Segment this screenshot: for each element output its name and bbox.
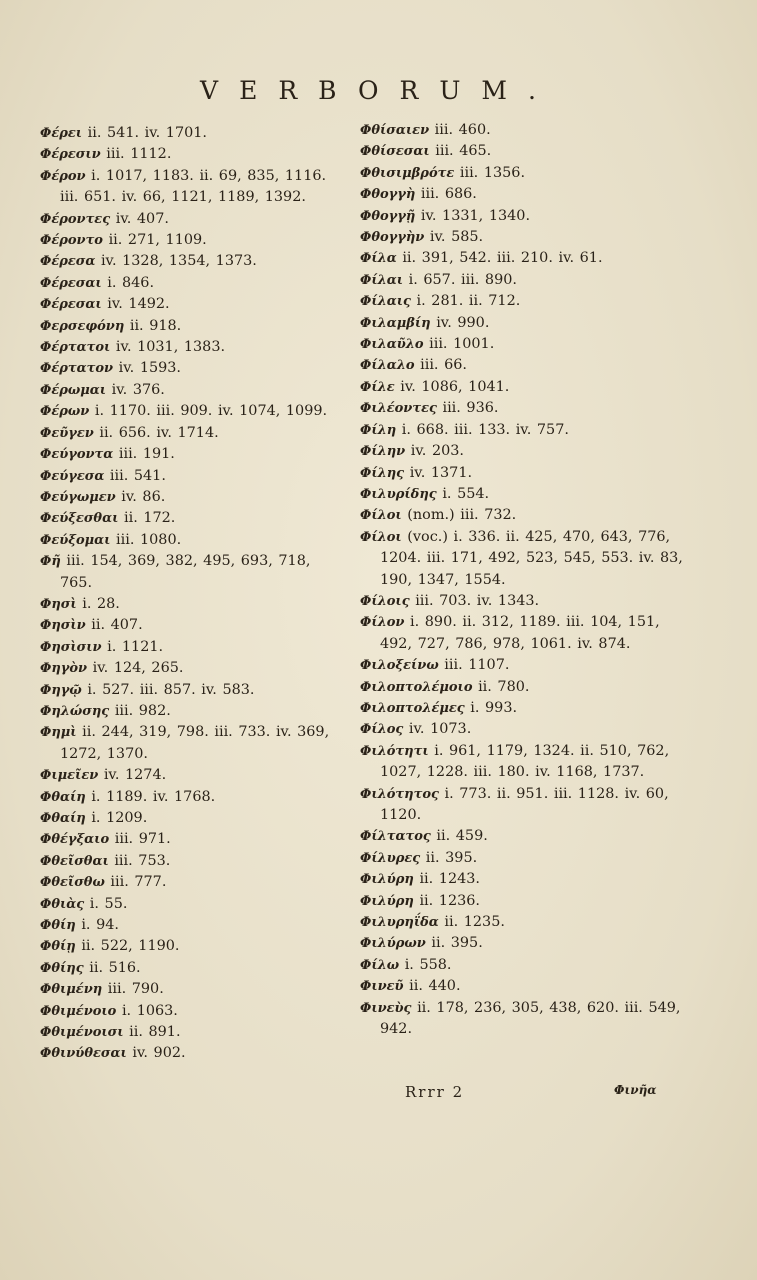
- index-column-left: [40, 123, 340, 1065]
- entry-headword: Φιλύρη: [360, 872, 414, 888]
- entry-headword: Φέρον: [40, 168, 86, 184]
- entry-references: i. 554.: [442, 485, 490, 502]
- signature-mark: Rrrr 2: [405, 1083, 465, 1101]
- entry-headword: Φιλέοντες: [360, 401, 437, 417]
- index-entry: [360, 441, 690, 462]
- entry-headword: Φίλυρες: [360, 850, 421, 866]
- index-entry: [40, 872, 340, 893]
- entry-headword: Φθαίη: [40, 789, 86, 805]
- entry-headword: Φεῦγεν: [40, 425, 94, 441]
- entry-references: i. 55.: [89, 895, 128, 912]
- entry-references: i. 846.: [107, 274, 155, 291]
- index-entry: [40, 808, 340, 829]
- index-entry: [40, 765, 340, 786]
- entry-references: ii. 780.: [478, 678, 530, 695]
- index-entry: [360, 976, 690, 997]
- index-entry: [360, 141, 690, 162]
- index-entry: [360, 933, 690, 954]
- index-entry: [360, 612, 690, 655]
- entry-headword: Φινεῦ: [360, 979, 404, 995]
- entry-references: ii. 395.: [425, 849, 478, 866]
- entry-references: iii. 541.: [109, 467, 166, 484]
- index-entry: [40, 466, 340, 487]
- index-entry: [40, 680, 340, 701]
- entry-references: ii. 1235.: [444, 914, 505, 931]
- entry-references: i. 1121.: [107, 638, 164, 655]
- index-entry: [40, 658, 340, 679]
- index-entry: [360, 891, 690, 912]
- entry-headword: Φησὶσιν: [40, 639, 102, 655]
- index-entry: [360, 227, 690, 248]
- entry-headword: Φῆ: [40, 554, 61, 570]
- index-entry: [360, 120, 690, 141]
- entry-headword: Φίλην: [360, 444, 406, 460]
- entry-references: i. 668. iii. 133. iv. 757.: [401, 421, 569, 438]
- entry-headword: Φθίσαιεν: [360, 123, 430, 138]
- index-entry: [360, 270, 690, 291]
- index-entry: [360, 998, 690, 1041]
- index-entry: [360, 398, 690, 419]
- index-entry: [360, 291, 690, 312]
- entry-references: i. 558.: [404, 956, 452, 973]
- entry-headword: Φίλοις: [360, 593, 410, 609]
- entry-headword: Φιλαῦλο: [360, 337, 424, 353]
- index-entry: [40, 230, 340, 251]
- entry-headword: Φεύγοντα: [40, 447, 114, 463]
- index-entry: [360, 848, 690, 869]
- index-entry: [360, 677, 690, 698]
- entry-references: i. 961, 1179, 1324. ii. 510, 762, 1027, 1228. iii. 180. iv. 1168, 1737.: [380, 742, 670, 781]
- entry-headword: Φθεῖσθαι: [40, 853, 109, 869]
- entry-headword: Φερσεφόνη: [40, 318, 125, 334]
- entry-headword: Φθιμένη: [40, 982, 103, 998]
- index-entry: [40, 209, 340, 230]
- entry-headword: Φεύγωμεν: [40, 489, 116, 505]
- entry-references: i. 1209.: [91, 810, 148, 826]
- entry-headword: Φίλος: [360, 722, 404, 738]
- entry-headword: Φέροντες: [40, 211, 111, 227]
- entry-headword: Φιλοπτολέμες: [360, 700, 465, 716]
- index-entry: [40, 166, 340, 209]
- index-entry: [360, 591, 690, 612]
- entry-headword: Φίλω: [360, 957, 400, 973]
- entry-references: i. 1170. iii. 909. iv. 1074, 1099.: [94, 403, 328, 420]
- entry-headword: Φιλυρηΐδα: [360, 915, 439, 931]
- entry-references: iii. 191.: [118, 446, 175, 463]
- index-entry: [360, 505, 690, 526]
- index-entry: [40, 1043, 340, 1064]
- index-entry: [40, 829, 340, 850]
- entry-headword: Φιλυρίδης: [360, 486, 437, 502]
- index-entry: [40, 787, 340, 808]
- entry-headword: Φέροντο: [40, 233, 103, 249]
- entry-headword: Φέρεσαι: [40, 297, 102, 313]
- entry-headword: Φθογγὴ: [360, 187, 416, 203]
- entry-references: iv. 1031, 1383.: [115, 339, 226, 356]
- index-entry: [360, 206, 690, 227]
- index-entry: [360, 655, 690, 676]
- entry-references: i. 94.: [81, 917, 119, 934]
- index-entry: [40, 444, 340, 465]
- entry-references: iv. 990.: [436, 314, 490, 331]
- entry-headword: Φθογγῇ: [360, 208, 416, 224]
- index-entry: [360, 784, 690, 827]
- entry-headword: Φίλα: [360, 251, 397, 267]
- entry-headword: Φθισιμβρότε: [360, 165, 455, 181]
- index-entry: [360, 184, 690, 205]
- index-entry: [360, 741, 690, 784]
- entry-references: iii. 686.: [420, 186, 477, 203]
- entry-references: ii. 656. iv. 1714.: [99, 424, 219, 441]
- entry-headword: Φιμεῖεν: [40, 768, 99, 784]
- index-entry: [40, 615, 340, 636]
- entry-headword: Φέρεσαι: [40, 275, 102, 291]
- index-entry: [40, 530, 340, 551]
- index-entry: [40, 123, 340, 144]
- index-entry: [360, 484, 690, 505]
- entry-references: iii. 1080.: [116, 531, 182, 548]
- index-entry: [40, 979, 340, 1000]
- entry-headword: Φέρει: [40, 126, 83, 141]
- entry-headword: Φίλτατος: [360, 829, 431, 845]
- entry-references: iv. 376.: [111, 381, 165, 398]
- catchword: Φινῆα: [614, 1083, 657, 1097]
- entry-headword: Φθέγξαιο: [40, 832, 110, 848]
- index-entry: [40, 487, 340, 508]
- index-entry: [360, 869, 690, 890]
- entry-references: ii. 1236.: [419, 892, 480, 909]
- entry-headword: Φέρτατον: [40, 361, 114, 377]
- entry-headword: Φίλε: [360, 379, 395, 395]
- index-entry: [360, 355, 690, 376]
- entry-references: iv. 203.: [410, 443, 464, 460]
- entry-references: ii. 178, 236, 305, 438, 620. iii. 549, 942.: [380, 999, 681, 1038]
- entry-references: ii. 395.: [431, 935, 483, 952]
- entry-references: i. 993.: [470, 699, 518, 716]
- entry-references: i. 527. iii. 857. iv. 583.: [87, 681, 255, 698]
- index-column-right: [360, 120, 690, 1040]
- entry-headword: Φιλαμβίη: [360, 315, 431, 331]
- entry-headword: Φίλοι: [360, 529, 402, 545]
- entry-references: iii. 66.: [420, 357, 467, 374]
- entry-references: ii. 541. iv. 1701.: [87, 125, 207, 141]
- entry-headword: Φιλότητος: [360, 786, 439, 802]
- index-entry: [360, 719, 690, 740]
- entry-headword: Φίλαις: [360, 294, 411, 310]
- entry-references: ii. 391, 542. iii. 210. iv. 61.: [402, 250, 603, 267]
- entry-references: iv. 1492.: [107, 296, 170, 313]
- index-entry: [360, 912, 690, 933]
- entry-headword: Φθίης: [40, 960, 84, 976]
- entry-headword: Φίλη: [360, 422, 397, 438]
- entry-headword: Φθίη: [40, 918, 76, 934]
- entry-references: iii. 971.: [114, 831, 171, 848]
- entry-references: iv. 585.: [429, 229, 484, 246]
- index-entry: [40, 1001, 340, 1022]
- index-entry: [40, 958, 340, 979]
- entry-headword: Φηλώσης: [40, 703, 110, 719]
- entry-references: iii. 465.: [435, 143, 492, 160]
- index-entry: [40, 936, 340, 957]
- index-entry: [360, 826, 690, 847]
- entry-references: iii. 1001.: [429, 336, 495, 353]
- entry-headword: Φηγὸν: [40, 661, 88, 677]
- index-entry: [360, 248, 690, 269]
- index-entry: [40, 273, 340, 294]
- index-entry: [40, 701, 340, 722]
- entry-references: i. 1189. iv. 1768.: [91, 788, 216, 805]
- entry-references: i. 1017, 1183. ii. 69, 835, 1116. iii. 651. iv. 66, 1121, 1189, 1392.: [60, 167, 327, 206]
- entry-headword: Φιλύρη: [360, 893, 414, 909]
- index-entry: [360, 420, 690, 441]
- index-entry: [360, 527, 690, 591]
- entry-references: ii. 918.: [129, 317, 182, 334]
- entry-references: iii. 1107.: [444, 657, 510, 674]
- entry-references: iv. 1086, 1041.: [400, 378, 510, 395]
- entry-headword: Φινεὺς: [360, 1000, 412, 1016]
- entry-references: ii. 172.: [123, 510, 176, 527]
- index-entry: [40, 637, 340, 658]
- entry-references: iii. 1356.: [459, 164, 526, 181]
- entry-references: i. 890. ii. 312, 1189. iii. 104, 151, 492, 727, 786, 978, 1061. iv. 874.: [380, 614, 660, 652]
- entry-references: iii. 703. iv. 1343.: [415, 592, 540, 609]
- index-entry: [40, 915, 340, 936]
- entry-headword: Φημὶ: [40, 725, 77, 741]
- entry-headword: Φίλαλο: [360, 358, 415, 374]
- entry-references: iv. 1331, 1340.: [420, 207, 531, 224]
- index-entry: [40, 251, 340, 272]
- entry-headword: Φθεῖσθω: [40, 875, 105, 891]
- entry-headword: Φεύξομαι: [40, 532, 111, 548]
- entry-references: i. 657. iii. 890.: [408, 271, 517, 288]
- entry-headword: Φησὶ: [40, 596, 77, 612]
- entry-references: iv. 86.: [121, 488, 166, 505]
- entry-references: iii. 1112.: [106, 146, 172, 163]
- entry-headword: Φηγῷ: [40, 682, 82, 698]
- entry-references: iii. 154, 369, 382, 495, 693, 718, 765.: [60, 553, 311, 591]
- index-entry: [40, 722, 340, 765]
- entry-headword: Φιλοπτολέμοιο: [360, 679, 473, 695]
- entry-references: iii. 753.: [114, 852, 171, 869]
- index-entry: [40, 551, 340, 594]
- entry-references: iv. 1328, 1354, 1373.: [100, 253, 257, 270]
- entry-references: i. 1063.: [121, 1002, 178, 1019]
- entry-references: iv. 1371.: [409, 464, 473, 481]
- entry-references: (voc.) i. 336. ii. 425, 470, 643, 776, 1204. iii. 171, 492, 523, 545, 553. iv. 83, 190, 1347, 1554.: [380, 528, 683, 588]
- entry-headword: Φεύγεσα: [40, 468, 105, 484]
- entry-headword: Φθιμένοισι: [40, 1025, 124, 1041]
- entry-headword: Φιλοξείνω: [360, 658, 439, 674]
- entry-references: ii. 891.: [129, 1024, 181, 1041]
- index-entry: [360, 955, 690, 976]
- entry-references: ii. 440.: [409, 978, 461, 995]
- index-entry: [40, 337, 340, 358]
- entry-headword: Φίλον: [360, 615, 405, 631]
- index-entry: [40, 1022, 340, 1043]
- index-entry: [40, 508, 340, 529]
- entry-headword: Φέρωμαι: [40, 382, 107, 398]
- entry-headword: Φθίσεσαι: [360, 144, 430, 160]
- entry-references: ii. 522, 1190.: [81, 938, 180, 955]
- entry-headword: Φησὶν: [40, 618, 86, 634]
- entry-headword: Φέρων: [40, 404, 90, 420]
- index-entry: [40, 894, 340, 915]
- index-entry: [360, 163, 690, 184]
- entry-headword: Φθαίη: [40, 811, 86, 826]
- entry-headword: Φθιὰς: [40, 896, 85, 912]
- entry-references: iv. 1073.: [408, 721, 472, 738]
- entry-references: ii. 271, 1109.: [108, 232, 207, 249]
- entry-references: iv. 124, 265.: [92, 660, 184, 677]
- index-entry: [40, 380, 340, 401]
- page-title: VERBORUM.: [200, 76, 557, 105]
- entry-references: iii. 790.: [107, 981, 164, 998]
- index-entry: [40, 594, 340, 615]
- index-entry: [40, 401, 340, 422]
- entry-headword: Φθογγὴν: [360, 230, 425, 246]
- index-entry: [360, 313, 690, 334]
- entry-references: iv. 407.: [115, 210, 169, 227]
- index-entry: [360, 377, 690, 398]
- entry-references: i. 28.: [82, 595, 120, 612]
- entry-references: iii. 936.: [442, 400, 499, 417]
- entry-headword: Φθίῃ: [40, 939, 76, 955]
- entry-references: ii. 244, 319, 798. iii. 733. iv. 369, 1272, 1370.: [60, 724, 330, 762]
- entry-headword: Φέρτατοι: [40, 340, 111, 356]
- index-entry: [40, 316, 340, 337]
- entry-references: iii. 982.: [114, 702, 171, 719]
- entry-references: iv. 902.: [132, 1045, 186, 1062]
- entry-headword: Φθινύθεσαι: [40, 1046, 127, 1062]
- entry-headword: Φιλότητι: [360, 743, 429, 759]
- index-entry: [40, 423, 340, 444]
- entry-headword: Φίλης: [360, 465, 405, 481]
- entry-headword: Φεύξεσθαι: [40, 511, 119, 527]
- entry-references: ii. 459.: [436, 828, 488, 845]
- entry-headword: Φέρεσα: [40, 254, 96, 270]
- entry-headword: Φίλοι: [360, 508, 402, 524]
- entry-references: ii. 407.: [91, 617, 143, 634]
- index-entry: [40, 851, 340, 872]
- index-entry: [40, 294, 340, 315]
- entry-references: iv. 1593.: [118, 360, 182, 377]
- entry-references: iv. 1274.: [103, 767, 167, 784]
- entry-headword: Φίλαι: [360, 272, 404, 288]
- entry-references: ii. 1243.: [419, 871, 480, 888]
- entry-references: (nom.) iii. 732.: [407, 507, 517, 524]
- index-entry: [360, 698, 690, 719]
- entry-references: i. 773. ii. 951. iii. 1128. iv. 60, 1120.: [380, 785, 669, 823]
- index-entry: [360, 334, 690, 355]
- entry-headword: Φιλύρων: [360, 936, 426, 952]
- index-entry: [40, 358, 340, 379]
- entry-references: ii. 516.: [89, 959, 141, 976]
- index-entry: [360, 463, 690, 484]
- entry-headword: Φθιμένοιο: [40, 1003, 117, 1019]
- entry-references: iii. 777.: [110, 874, 167, 891]
- entry-headword: Φέρεσιν: [40, 147, 101, 163]
- entry-references: iii. 460.: [434, 122, 491, 138]
- entry-references: i. 281. ii. 712.: [416, 293, 521, 310]
- index-entry: [40, 144, 340, 165]
